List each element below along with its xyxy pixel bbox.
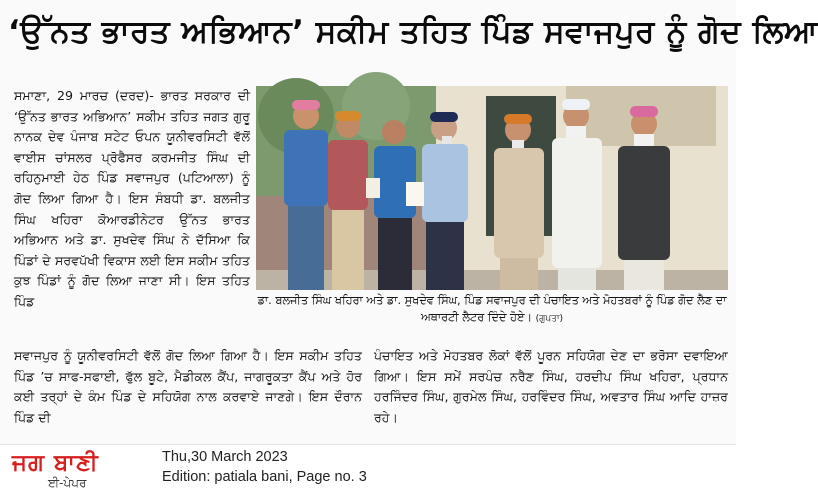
article-paragraph-3: ਪੰਚਾਇਤ ਅਤੇ ਮੋਹਤਬਰ ਲੋਕਾਂ ਵੱਲੋਂ ਪੂਰਨ ਸਹਿਯੋਗ ਦੇਣ ਦਾ ਭਰੋਸਾ ਦਵਾਇਆ ਗਿਆ। ਇਸ ਸਮੇਂ ਸਰਪੰਚ ਨਰੈਣ ਸਿੰਘ, ਹਰਦੀਪ ਸਿੰਘ ਖਹਿਰਾ, ਪ੍ਰਧਾਨ ਹਰਜਿੰਦਰ ਸਿੰਘ, ਗੁਰਮੇਲ ਸਿੰਘ, ਹਰਵਿੰਦਰ ਸਿੰਘ, ਅਵਤਾਰ ਸਿੰਘ ਆਦਿ ਹਾਜ਼ਰ ਰਹੇ। (374, 348, 728, 425)
article-paragraph-2: ਸਵਾਜਪੁਰ ਨੂੰ ਯੂਨੀਵਰਸਿਟੀ ਵੱਲੋਂ ਗੋਦ ਲਿਆ ਗਿਆ ਹੈ। ਇਸ ਸਕੀਮ ਤਹਿਤ ਪਿੰਡ ’ਚ ਸਾਫ-ਸਫਾਈ, ਫੁੱਲ ਬੂਟੇ, ਮੈਡੀਕਲ ਕੈਂਪ, ਜਾਗਰੂਕਤਾ ਕੈਂਪ ਅਤੇ ਹੋਰ ਕਈ ਤਰ੍ਹਾਂ ਦੇ ਕੰਮ ਪਿੰਡ ਦੇ ਸਹਿਯੋਗ ਨਾਲ ਕਰਵਾਏ ਜਾਣਗੇ। ਇਸ ਦੌਰਾਨ ਪਿੰਡ ਦੀ (14, 348, 362, 425)
edition-info: Edition: patiala bani, Page no. 3 (162, 469, 367, 485)
logo-subtext: ਈ-ਪੇਪਰ (48, 476, 87, 490)
article-paragraph-1: ਸਮਾਣਾ, 29 ਮਾਰਚ (ਦਰਦ)- ਭਾਰਤ ਸਰਕਾਰ ਦੀ ‘ਉੱਨਤ ਭਾਰਤ ਅਭਿਆਨ’ ਸਕੀਮ ਤਹਿਤ ਜਗਤ ਗੁਰੂ ਨਾਨਕ ਦੇਵ ਪੰਜਾਬ ਸਟੇਟ ਓਪਨ ਯੂਨੀਵਰਸਿਟੀ ਵੱਲੋਂ ਵਾਈਸ ਚਾਂਸਲਰ ਪ੍ਰੋਫੈਸਰ ਕਰਮਜੀਤ ਸਿੰਘ ਦੀ ਰਹਿਨੁਮਾਈ ਹੇਠ ਪਿੰਡ ਸਵਾਜਪੁਰ (ਪਟਿਆਲਾ) ਨੂੰ ਗੋਦ ਲਿਆ ਗਿਆ ਹੈ। ਇਸ ਸੰਬਧੀ ਡਾ. ਬਲਜੀਤ ਸਿੰਘ ਖਹਿਰਾ ਕੋਆਰਡੀਨੇਟਰ ਉੱਨਤ ਭਾਰਤ ਅਭਿਆਨ ਅਤੇ ਡਾ. ਸੁਖਦੇਵ ਸਿੰਘ ਨੇ ਦੱਸਿਆ ਕਿ ਪਿੰਡਾਂ ਦੇ ਸਰਵਪੱਖੀ ਵਿਕਾਸ ਲਈ ਇਸ ਸਕੀਮ ਤਹਿਤ ਕੁਝ ਪਿੰਡਾਂ ਨੂੰ ਗੋਦ ਲਿਆ ਜਾਣਾ ਸੀ। ਇਸ ਤਹਿਤ ਪਿੰਡ (14, 88, 250, 309)
publication-date: Thu,30 March 2023 (162, 449, 288, 465)
group-photo-illustration (256, 86, 728, 290)
photo-caption (256, 292, 728, 328)
photo-credit: (ਗੁਪਤਾ) (535, 314, 564, 324)
epaper-footer (0, 444, 736, 495)
article-photo (256, 86, 728, 290)
logo-text: ਜਗ ਬਾਣੀ (12, 449, 99, 476)
jagbani-logo[interactable] (12, 449, 152, 493)
photo-caption-text: ਡਾ. ਬਲਜੀਤ ਸਿੰਘ ਖਹਿਰਾ ਅਤੇ ਡਾ. ਸੁਖਦੇਵ ਸਿੰਘ, ਪਿੰਡ ਸਵਾਜਪੁਰ ਦੀ ਪੰਚਾਇਤ ਅਤੇ ਮੋਹਤਬਰਾਂ ਨੂੰ ਪਿੰਡ ਗੋਦ ਲੈਣ ਦਾ ਅਥਾਰਟੀ ਲੈਟਰ ਦਿੰਦੇ ਹੋਏ। (257, 294, 727, 324)
article-headline: ‘ਉੱਨਤ ਭਾਰਤ ਅਭਿਆਨ’ ਸਕੀਮ ਤਹਿਤ ਪਿੰਡ ਸਵਾਜਪੁਰ ਨੂੰ ਗੋਦ ਲਿਆ (8, 14, 818, 50)
